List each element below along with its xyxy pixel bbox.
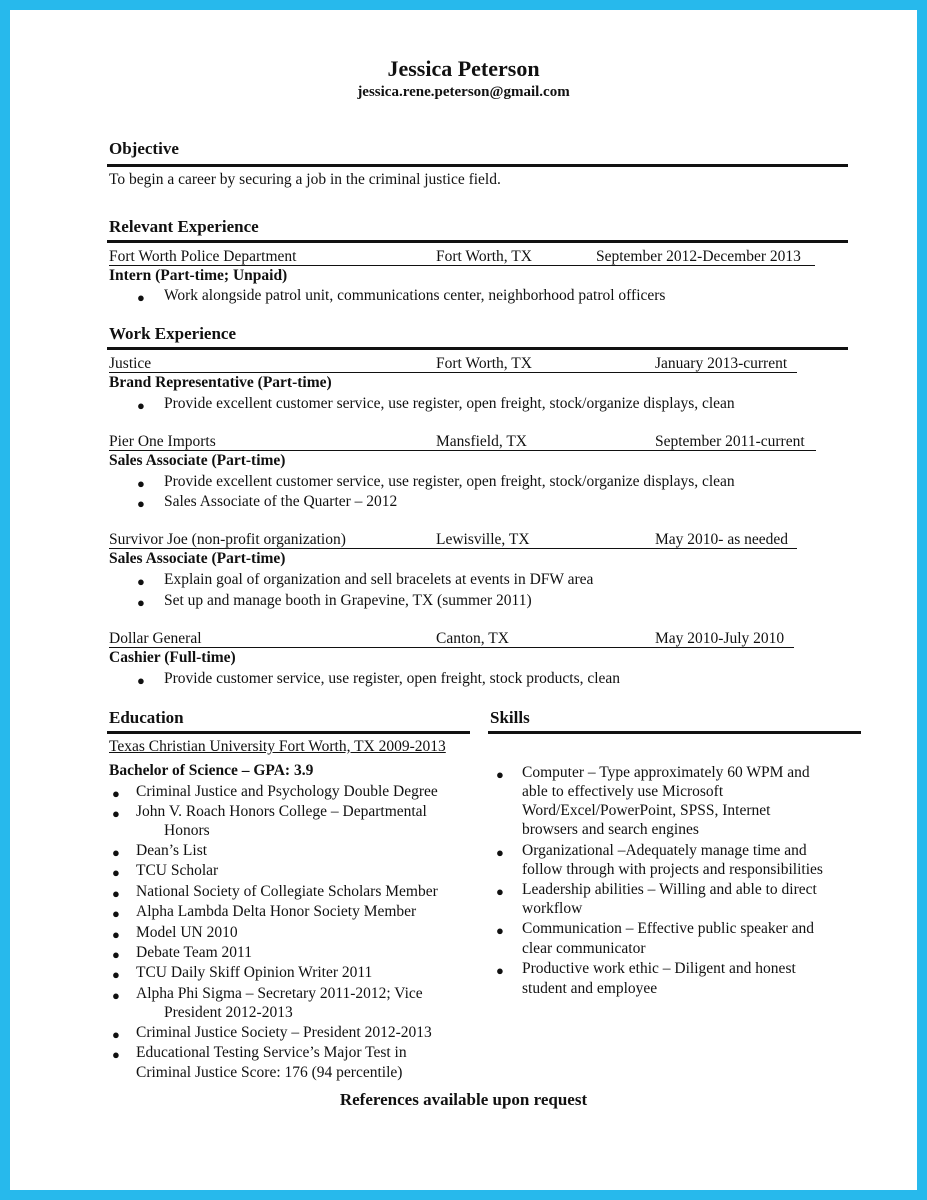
job-title: Cashier (Full-time) [109, 649, 236, 666]
bullet-icon: ● [112, 865, 120, 880]
candidate-email: jessica.rene.peterson@gmail.com [357, 84, 570, 100]
job-title: Brand Representative (Part-time) [109, 374, 332, 391]
education-item: TCU Daily Skiff Opinion Writer 2011 [136, 964, 373, 981]
skills-heading: Skills [490, 708, 530, 727]
job-employer: Justice [109, 355, 152, 372]
bullet-icon: ● [112, 947, 120, 962]
job-dates: January 2013-current [655, 355, 788, 372]
skill-item-continued: browsers and search engines [522, 821, 699, 838]
bullet-icon: ● [112, 886, 120, 901]
job-underline [109, 647, 794, 648]
bullet-icon: ● [112, 845, 120, 860]
education-item: TCU Scholar [136, 862, 219, 879]
work-experience-rule [107, 347, 848, 350]
job-bullet: Explain goal of organization and sell bracelets at events in DFW area [164, 571, 594, 588]
education-item: National Society of Collegiate Scholars Member [136, 883, 438, 900]
job-bullet: Provide customer service, use register, open freight, stock products, clean [164, 670, 621, 687]
job-underline [109, 372, 797, 373]
job-title: Intern (Part-time; Unpaid) [109, 267, 288, 284]
education-item: Criminal Justice and Psychology Double Degree [136, 783, 438, 800]
education-item-continued: Criminal Justice Score: 176 (94 percentile) [136, 1064, 403, 1081]
job-underline [109, 450, 816, 451]
job-dates: September 2011-current [655, 433, 805, 450]
skill-item: Organizational –Adequately manage time and [522, 842, 807, 859]
job-bullet: Work alongside patrol unit, communications center, neighborhood patrol officers [164, 287, 666, 304]
skill-item: Productive work ethic – Diligent and honest [522, 960, 796, 977]
bullet-icon: ● [137, 476, 145, 491]
bullet-icon: ● [496, 767, 504, 782]
job-bullet: Sales Associate of the Quarter – 2012 [164, 493, 398, 510]
education-item: Debate Team 2011 [136, 944, 252, 961]
bullet-icon: ● [496, 845, 504, 860]
bullet-icon: ● [496, 884, 504, 899]
education-rule [107, 731, 470, 734]
education-item: Educational Testing Service’s Major Test in [136, 1044, 407, 1061]
skill-item-continued: clear communicator [522, 940, 646, 957]
skill-item-continued: able to effectively use Microsoft [522, 783, 724, 800]
skill-item: Leadership abilities – Willing and able to direct [522, 881, 817, 898]
job-location: Lewisville, TX [436, 531, 530, 548]
education-item: John V. Roach Honors College – Departmental [136, 803, 427, 820]
job-underline [109, 265, 815, 266]
relevant-experience-heading: Relevant Experience [109, 217, 259, 236]
job-location: Fort Worth, TX [436, 355, 532, 372]
skill-item-continued: student and employee [522, 980, 658, 997]
education-degree: Bachelor of Science – GPA: 3.9 [109, 762, 314, 779]
job-employer: Survivor Joe (non-profit organization) [109, 531, 346, 548]
job-dates: September 2012-December 2013 [596, 248, 801, 265]
bullet-icon: ● [137, 290, 145, 305]
education-item: Alpha Lambda Delta Honor Society Member [136, 903, 417, 920]
bullet-icon: ● [496, 963, 504, 978]
objective-rule [107, 164, 848, 167]
bullet-icon: ● [112, 1047, 120, 1062]
skills-rule [488, 731, 861, 734]
bullet-icon: ● [112, 967, 120, 982]
bullet-icon: ● [112, 927, 120, 942]
job-title: Sales Associate (Part-time) [109, 452, 286, 469]
job-dates: May 2010-July 2010 [655, 630, 785, 647]
job-location: Canton, TX [436, 630, 509, 647]
job-employer: Fort Worth Police Department [109, 248, 297, 265]
education-item: Alpha Phi Sigma – Secretary 2011-2012; Vice [136, 985, 423, 1002]
bullet-icon: ● [496, 923, 504, 938]
skill-item: Computer – Type approximately 60 WPM and [522, 764, 810, 781]
skill-item-continued: Word/Excel/PowerPoint, SPSS, Internet [522, 802, 771, 819]
bullet-icon: ● [112, 988, 120, 1003]
objective-text: To begin a career by securing a job in the criminal justice field. [109, 171, 501, 188]
job-location: Mansfield, TX [436, 433, 527, 450]
bullet-icon: ● [112, 906, 120, 921]
bullet-icon: ● [137, 595, 145, 610]
relevant-experience-rule [107, 240, 848, 243]
job-bullet: Set up and manage booth in Grapevine, TX (summer 2011) [164, 592, 532, 609]
work-experience-heading: Work Experience [109, 324, 237, 343]
job-underline [109, 548, 797, 549]
bullet-icon: ● [112, 806, 120, 821]
education-item-continued: President 2012-2013 [164, 1004, 293, 1021]
education-item: Model UN 2010 [136, 924, 238, 941]
job-bullet: Provide excellent customer service, use register, open freight, stock/organize displays, clean [164, 473, 735, 490]
objective-heading: Objective [109, 139, 179, 158]
candidate-name: Jessica Peterson [387, 56, 540, 81]
bullet-icon: ● [112, 786, 120, 801]
education-item: Dean’s List [136, 842, 208, 859]
bullet-icon: ● [137, 496, 145, 511]
job-employer: Pier One Imports [109, 433, 216, 450]
bullet-icon: ● [137, 574, 145, 589]
education-item: Criminal Justice Society – President 2012-2013 [136, 1024, 432, 1041]
bullet-icon: ● [137, 673, 145, 688]
skill-item: Communication – Effective public speaker and [522, 920, 814, 937]
skill-item-continued: follow through with projects and responsibilities [522, 861, 823, 878]
references-note: References available upon request [339, 1090, 588, 1109]
education-heading: Education [109, 708, 184, 727]
job-bullet: Provide excellent customer service, use register, open freight, stock/organize displays, clean [164, 395, 735, 412]
job-dates: May 2010- as needed [655, 531, 788, 548]
bullet-icon: ● [112, 1027, 120, 1042]
education-school: Texas Christian University Fort Worth, TX 2009-2013 [109, 738, 446, 755]
skill-item-continued: workflow [522, 900, 583, 917]
job-employer: Dollar General [109, 630, 202, 647]
education-item-continued: Honors [164, 822, 210, 839]
bullet-icon: ● [137, 398, 145, 413]
job-location: Fort Worth, TX [436, 248, 532, 265]
job-title: Sales Associate (Part-time) [109, 550, 286, 567]
